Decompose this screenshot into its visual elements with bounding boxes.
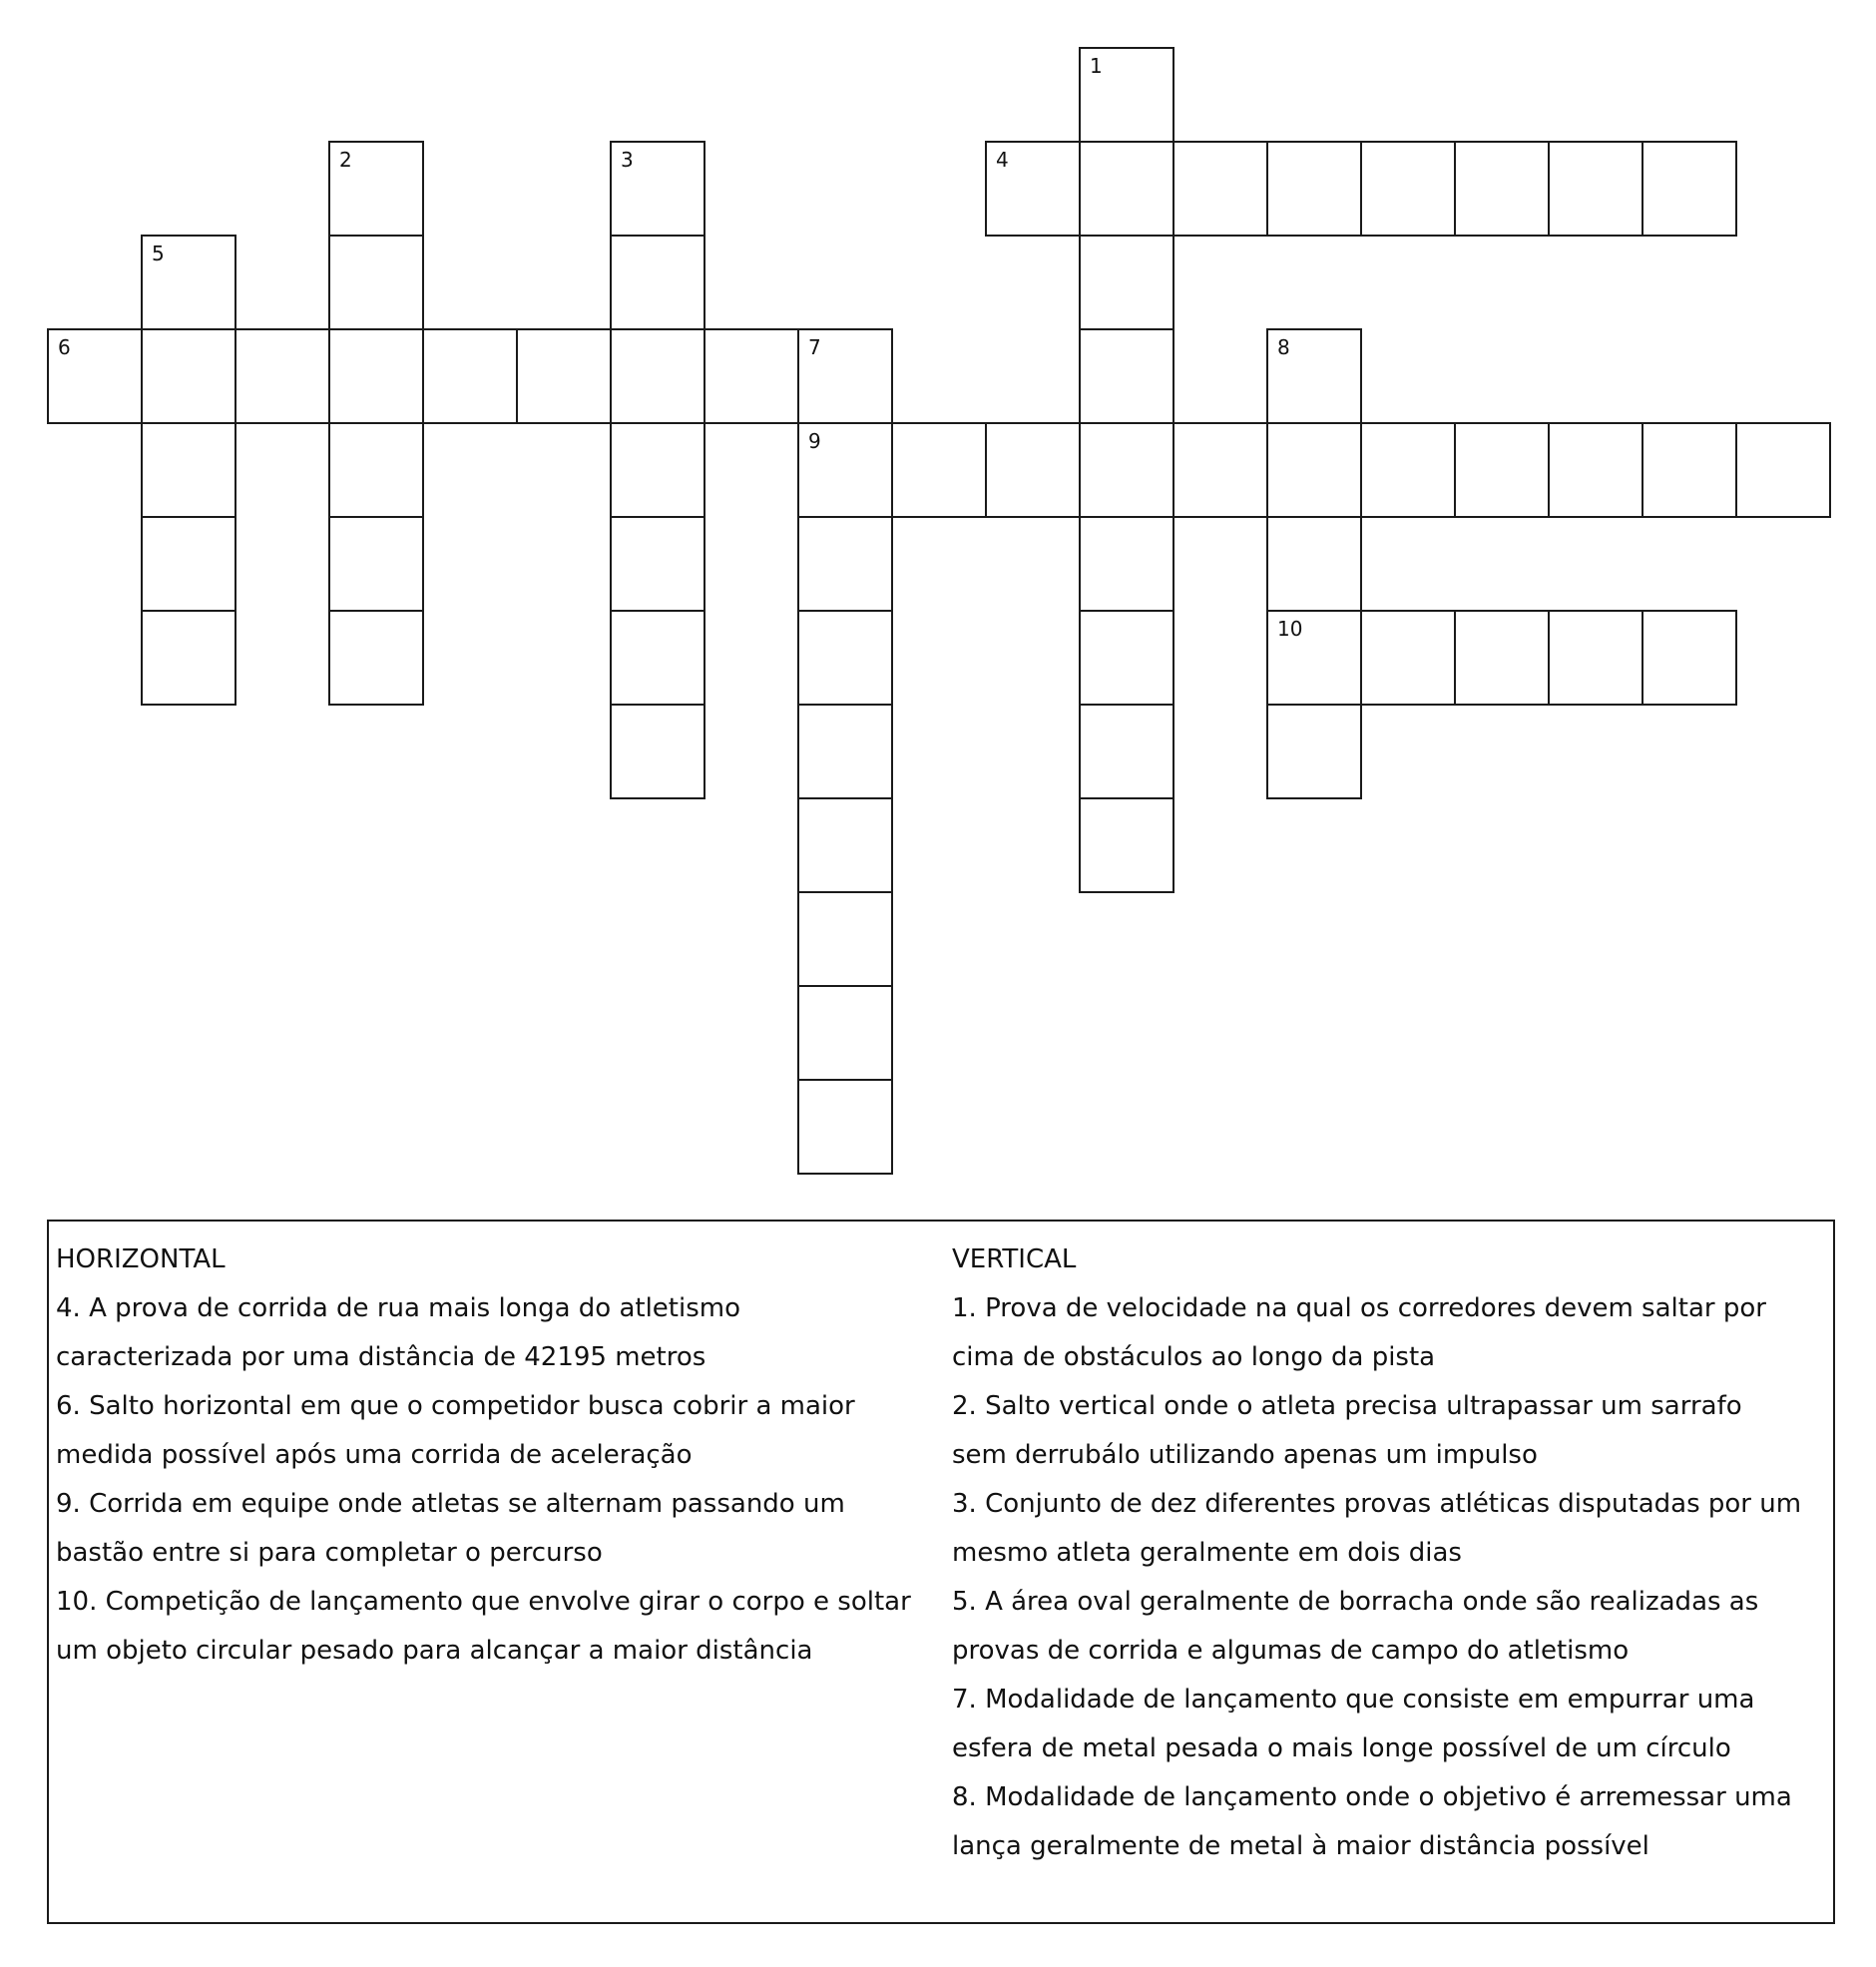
clue-line: bastão entre si para completar o percurso [56,1538,603,1568]
grid-cell[interactable] [1079,704,1174,799]
clue-line: 7. Modalidade de lançamento que consiste em empurrar uma [952,1685,1755,1715]
grid-cell[interactable] [610,422,705,518]
grid-cell[interactable] [1642,610,1737,706]
clue-line: 9. Corrida em equipe onde atletas se alternam passando um [56,1489,845,1519]
grid-cell[interactable] [1360,141,1456,237]
grid-cell[interactable] [797,891,893,987]
grid-cell[interactable] [234,328,330,424]
grid-cell[interactable] [1079,516,1174,612]
clue-line: medida possível após uma corrida de aceleração [56,1440,693,1470]
across-clues [56,1235,949,1676]
grid-cell[interactable] [891,422,987,518]
grid-cell[interactable] [328,516,424,612]
grid-cell[interactable] [1454,610,1550,706]
grid-cell[interactable] [797,422,893,518]
grid-cell[interactable] [141,516,236,612]
grid-cell[interactable] [141,610,236,706]
grid-cell[interactable] [610,141,705,237]
grid-cell[interactable] [328,328,424,424]
down-heading: VERTICAL [952,1244,1077,1274]
grid-cell[interactable] [1172,422,1268,518]
clue-number: 8 [1277,335,1290,359]
clue-line: 8. Modalidade de lançamento onde o objetivo é arremessar uma [952,1782,1792,1812]
grid-cell[interactable] [1079,47,1174,143]
clue-number: 5 [152,242,165,265]
grid-cell[interactable] [328,141,424,237]
grid-cell[interactable] [1172,141,1268,237]
grid-cell[interactable] [328,235,424,330]
grid-cell[interactable] [1266,610,1362,706]
grid-cell[interactable] [797,1079,893,1175]
clue-line: provas de corrida e algumas de campo do atletismo [952,1636,1630,1666]
grid-cell[interactable] [797,610,893,706]
grid-cell[interactable] [704,328,799,424]
down-clues [952,1235,1830,1871]
clue-line: 3. Conjunto de dez diferentes provas atléticas disputadas por um [952,1489,1802,1519]
grid-cell[interactable] [1079,422,1174,518]
grid-cell[interactable] [1735,422,1831,518]
grid-cell[interactable] [47,328,143,424]
grid-cell[interactable] [141,328,236,424]
grid-cell[interactable] [797,516,893,612]
grid-cell[interactable] [141,422,236,518]
grid-cell[interactable] [1079,328,1174,424]
grid-cell[interactable] [797,797,893,893]
grid-cell[interactable] [610,516,705,612]
grid-cell[interactable] [1360,422,1456,518]
clue-line: 6. Salto horizontal em que o competidor busca cobrir a maior [56,1391,855,1421]
clues-box [47,1220,1835,1924]
grid-cell[interactable] [516,328,612,424]
grid-cell[interactable] [328,422,424,518]
clue-number: 4 [996,148,1009,172]
clue-line: mesmo atleta geralmente em dois dias [952,1538,1462,1568]
grid-cell[interactable] [797,985,893,1081]
clue-line: esfera de metal pesada o mais longe possível de um círculo [952,1733,1731,1763]
clue-line: 2. Salto vertical onde o atleta precisa ultrapassar um sarrafo [952,1391,1742,1421]
grid-cell[interactable] [1079,141,1174,237]
grid-cell[interactable] [610,235,705,330]
grid-cell[interactable] [1548,141,1643,237]
grid-cell[interactable] [1266,141,1362,237]
clue-line: 10. Competição de lançamento que envolve girar o corpo e soltar [56,1587,911,1617]
grid-cell[interactable] [610,610,705,706]
grid-cell[interactable] [1454,422,1550,518]
grid-cell[interactable] [1642,141,1737,237]
grid-cell[interactable] [1266,328,1362,424]
clue-number: 2 [339,148,352,172]
grid-cell[interactable] [1266,516,1362,612]
grid-cell[interactable] [1642,422,1737,518]
clue-line: um objeto circular pesado para alcançar a maior distância [56,1636,813,1666]
clue-number: 1 [1090,54,1103,78]
clue-number: 10 [1277,617,1303,641]
grid-cell[interactable] [422,328,518,424]
clue-number: 9 [808,429,821,453]
grid-cell[interactable] [1079,797,1174,893]
grid-cell[interactable] [1548,422,1643,518]
clue-line: caracterizada por uma distância de 42195 metros [56,1342,706,1372]
clue-line: lança geralmente de metal à maior distância possível [952,1831,1649,1861]
grid-cell[interactable] [797,704,893,799]
clue-line: 5. A área oval geralmente de borracha onde são realizadas as [952,1587,1759,1617]
clue-line: 1. Prova de velocidade na qual os corredores devem saltar por [952,1293,1766,1323]
grid-cell[interactable] [1266,422,1362,518]
grid-cell[interactable] [610,328,705,424]
grid-cell[interactable] [985,141,1081,237]
clue-number: 6 [58,335,71,359]
grid-cell[interactable] [1454,141,1550,237]
clue-number: 3 [621,148,634,172]
grid-cell[interactable] [610,704,705,799]
grid-cell[interactable] [1548,610,1643,706]
grid-cell[interactable] [1360,610,1456,706]
clue-number: 7 [808,335,821,359]
grid-cell[interactable] [985,422,1081,518]
clue-line: cima de obstáculos ao longo da pista [952,1342,1436,1372]
grid-cell[interactable] [1266,704,1362,799]
grid-cell[interactable] [797,328,893,424]
clue-line: sem derrubálo utilizando apenas um impulso [952,1440,1538,1470]
grid-cell[interactable] [1079,235,1174,330]
clue-line: 4. A prova de corrida de rua mais longa do atletismo [56,1293,741,1323]
grid-cell[interactable] [1079,610,1174,706]
across-heading: HORIZONTAL [56,1244,226,1274]
grid-cell[interactable] [141,235,236,330]
grid-cell[interactable] [328,610,424,706]
